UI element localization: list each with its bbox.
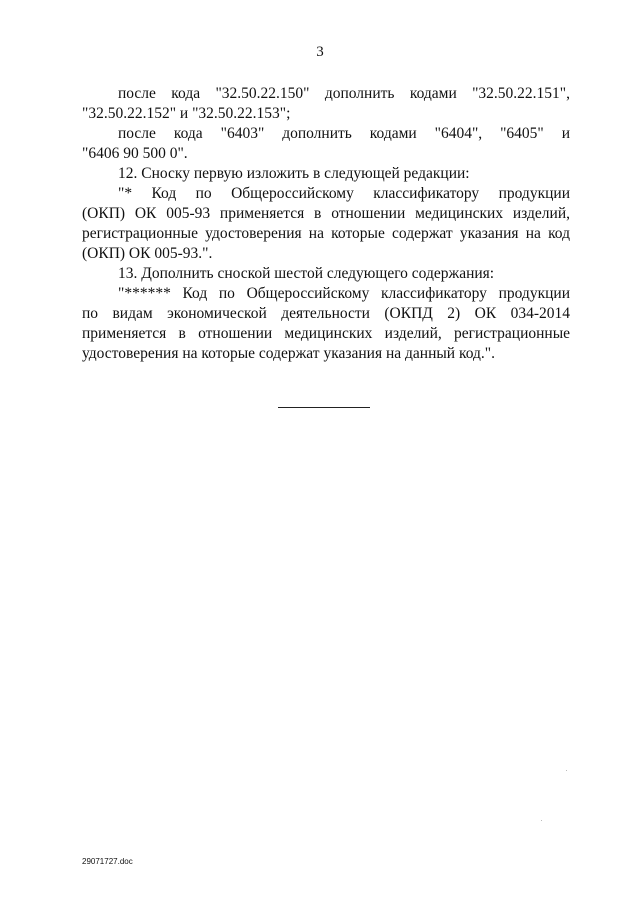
page-number: 3 — [316, 44, 324, 60]
text-line: "6406 90 500 0". — [82, 145, 188, 162]
text-line: "* Код по Общероссийскому классификатору продукции — [118, 185, 570, 202]
text-line: "****** Код по Общероссийскому классификатору продукции — [118, 285, 570, 302]
item-13-heading: 13. Дополнить сноской шестой следующего содержания: — [118, 265, 495, 282]
text-line: удостоверения на которые содержат указания на данный код.". — [82, 345, 495, 362]
text-line: (ОКП) ОК 005-93 применяется в отношении медицинских изделий, — [82, 205, 570, 222]
text-line: регистрационные удостоверения на которые содержат указания на код — [82, 225, 570, 242]
text-line: после кода "32.50.22.150" дополнить кодами "32.50.22.151", — [118, 85, 570, 102]
text-line: после кода "6403" дополнить кодами "6404", "6405" и — [118, 125, 570, 142]
scan-speck — [541, 820, 542, 821]
item-12-heading: 12. Сноску первую изложить в следующей редакции: — [118, 165, 470, 182]
document-body — [82, 84, 570, 364]
end-separator-line — [278, 407, 370, 408]
text-line: применяется в отношении медицинских изделий, регистрационные — [82, 325, 570, 342]
text-line: "32.50.22.152" и "32.50.22.153"; — [82, 105, 291, 122]
document-file-code: 29071727.doc — [82, 857, 133, 866]
text-line: по видам экономической деятельности (ОКПД 2) ОК 034-2014 — [82, 305, 570, 322]
scan-speck — [566, 770, 567, 771]
text-line: (ОКП) ОК 005-93.". — [82, 245, 213, 262]
